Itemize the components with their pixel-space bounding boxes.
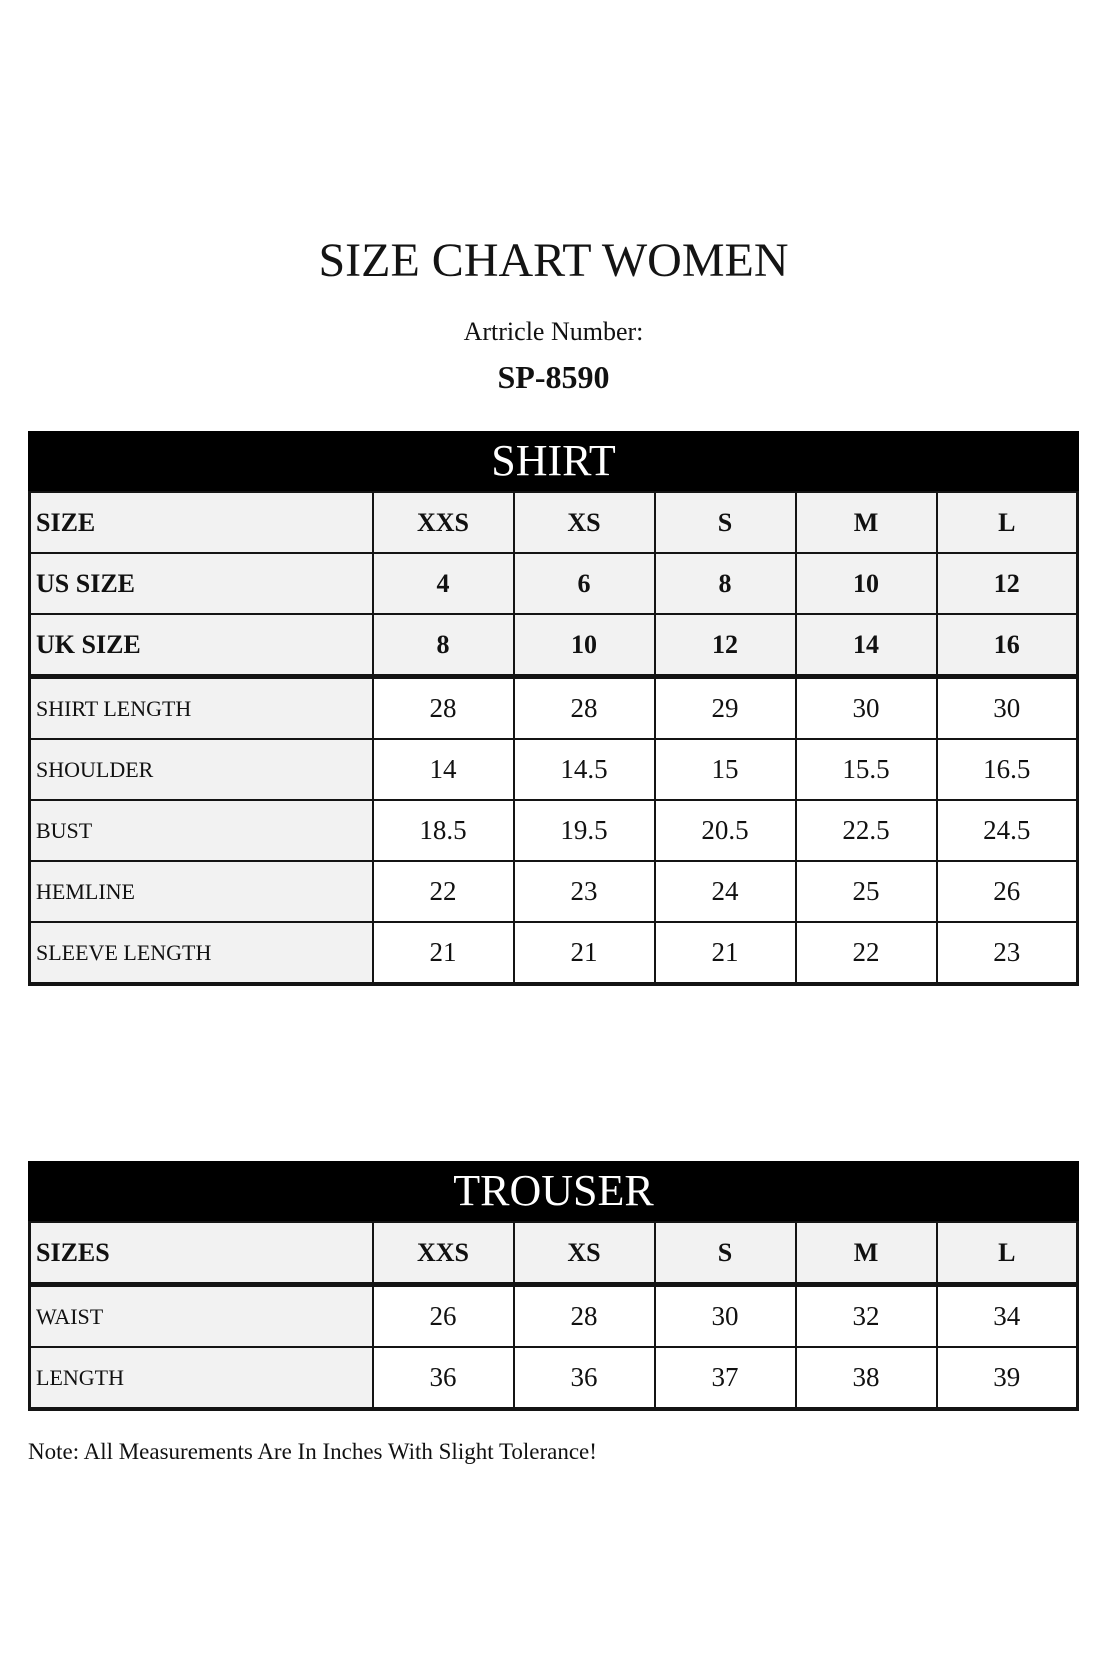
cell: 21 — [514, 922, 655, 984]
cell: 22 — [373, 861, 514, 922]
cell: 28 — [514, 677, 655, 740]
cell: 8 — [373, 614, 514, 677]
cell: 38 — [796, 1347, 937, 1409]
cell: 4 — [373, 553, 514, 614]
cell: 39 — [937, 1347, 1078, 1409]
cell: 32 — [796, 1285, 937, 1348]
cell: 36 — [514, 1347, 655, 1409]
table-row — [30, 677, 1078, 740]
cell: 16 — [937, 614, 1078, 677]
shirt-table — [28, 491, 1079, 986]
cell: XS — [514, 492, 655, 553]
cell: 22.5 — [796, 800, 937, 861]
cell: 23 — [937, 922, 1078, 984]
trouser-table-block — [28, 1161, 1079, 1411]
cell: 25 — [796, 861, 937, 922]
table-row — [30, 1347, 1078, 1409]
cell: L — [937, 492, 1078, 553]
cell: 21 — [373, 922, 514, 984]
table-row — [30, 614, 1078, 677]
table-row — [30, 800, 1078, 861]
row-label: SHIRT LENGTH — [30, 677, 373, 740]
cell: 8 — [655, 553, 796, 614]
cell: 14 — [796, 614, 937, 677]
cell: 16.5 — [937, 739, 1078, 800]
trouser-table — [28, 1221, 1079, 1411]
cell: 12 — [937, 553, 1078, 614]
trouser-table-title: TROUSER — [28, 1161, 1079, 1221]
cell: 28 — [514, 1285, 655, 1348]
cell: 30 — [796, 677, 937, 740]
row-label: UK SIZE — [30, 614, 373, 677]
cell: 36 — [373, 1347, 514, 1409]
table-row — [30, 861, 1078, 922]
cell: 28 — [373, 677, 514, 740]
row-label: US SIZE — [30, 553, 373, 614]
cell: 29 — [655, 677, 796, 740]
table-row — [30, 492, 1078, 553]
table-row — [30, 739, 1078, 800]
cell: 30 — [937, 677, 1078, 740]
cell: 10 — [514, 614, 655, 677]
cell: XXS — [373, 1222, 514, 1285]
row-label: SLEEVE LENGTH — [30, 922, 373, 984]
shirt-table-block — [28, 431, 1079, 986]
cell: 22 — [796, 922, 937, 984]
shirt-table-title: SHIRT — [28, 431, 1079, 491]
cell: 15 — [655, 739, 796, 800]
cell: 23 — [514, 861, 655, 922]
cell: 24 — [655, 861, 796, 922]
cell: 26 — [937, 861, 1078, 922]
table-row — [30, 1285, 1078, 1348]
cell: S — [655, 1222, 796, 1285]
content-column — [28, 234, 1079, 1466]
cell: 21 — [655, 922, 796, 984]
cell: 12 — [655, 614, 796, 677]
table-row — [30, 553, 1078, 614]
article-number-label: Artricle Number: — [463, 317, 644, 346]
row-label: BUST — [30, 800, 373, 861]
row-label: WAIST — [30, 1285, 373, 1348]
cell: 15.5 — [796, 739, 937, 800]
row-label: SHOULDER — [30, 739, 373, 800]
table-row — [30, 922, 1078, 984]
cell: S — [655, 492, 796, 553]
cell: 30 — [655, 1285, 796, 1348]
page-title: SIZE CHART WOMEN — [318, 234, 789, 287]
cell: 14 — [373, 739, 514, 800]
cell: M — [796, 1222, 937, 1285]
cell: 20.5 — [655, 800, 796, 861]
row-label: SIZE — [30, 492, 373, 553]
cell: XS — [514, 1222, 655, 1285]
cell: 34 — [937, 1285, 1078, 1348]
cell: 10 — [796, 553, 937, 614]
row-label: SIZES — [30, 1222, 373, 1285]
cell: 24.5 — [937, 800, 1078, 861]
article-number-value: SP-8590 — [497, 359, 610, 395]
cell: 6 — [514, 553, 655, 614]
cell: 14.5 — [514, 739, 655, 800]
table-row — [30, 1222, 1078, 1285]
cell: 26 — [373, 1285, 514, 1348]
cell: XXS — [373, 492, 514, 553]
row-label: HEMLINE — [30, 861, 373, 922]
cell: M — [796, 492, 937, 553]
cell: 19.5 — [514, 800, 655, 861]
row-label: LENGTH — [30, 1347, 373, 1409]
note-text: Note: All Measurements Are In Inches With Slight Tolerance! — [28, 1439, 597, 1464]
cell: 37 — [655, 1347, 796, 1409]
cell: L — [937, 1222, 1078, 1285]
cell: 18.5 — [373, 800, 514, 861]
